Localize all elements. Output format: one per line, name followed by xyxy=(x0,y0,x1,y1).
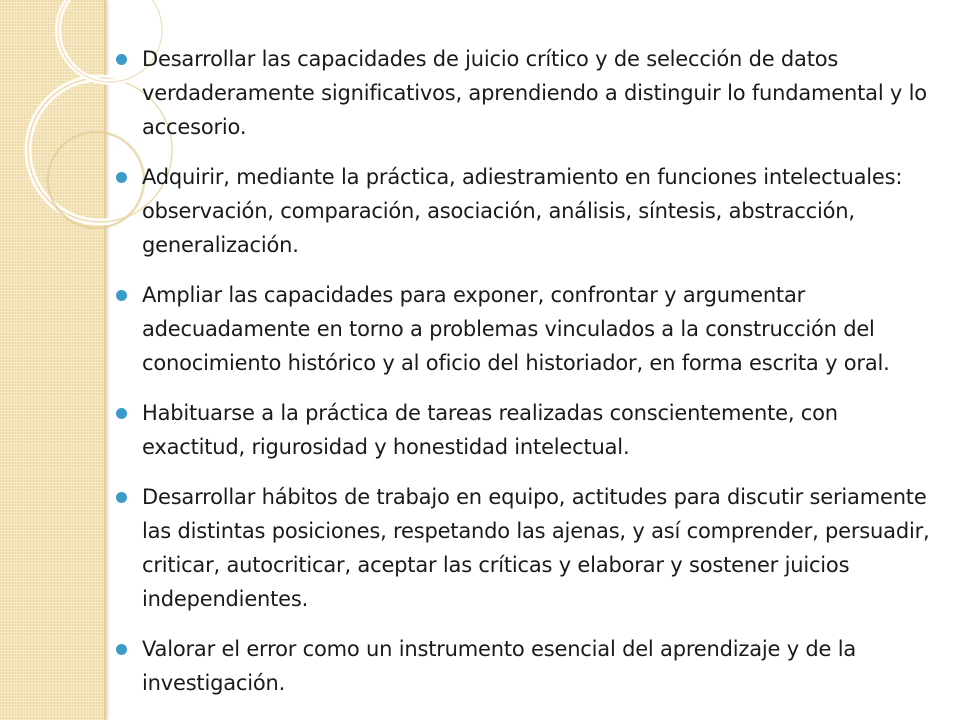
bullet-dot-icon xyxy=(116,290,127,301)
bullet-dot-icon xyxy=(116,54,127,65)
bullet-text: Habituarse a la práctica de tareas realizadas conscientemente, con exactitud, rigurosidad y honestidad intelectual. xyxy=(142,401,838,459)
bullet-item xyxy=(116,42,931,144)
bullet-dot-icon xyxy=(116,492,127,503)
bullet-item xyxy=(116,632,931,700)
bullet-item xyxy=(116,278,931,380)
bullet-dot-icon xyxy=(116,644,127,655)
bullet-item xyxy=(116,396,931,464)
bullet-text: Valorar el error como un instrumento esencial del aprendizaje y de la investigación. xyxy=(142,637,857,695)
bullet-text: Ampliar las capacidades para exponer, confrontar y argumentar adecuadamente en torno a problemas vinculados a la construcción del conocimiento histórico y al oficio del historiador, en forma escrita y oral. xyxy=(142,283,890,375)
content-area xyxy=(116,42,931,716)
bullet-text: Adquirir, mediante la práctica, adiestramiento en funciones intelectuales: observación, comparación, asociación, análisis, síntesis, abstracción, generalización. xyxy=(142,165,903,257)
bullet-item xyxy=(116,160,931,262)
bullet-item xyxy=(116,480,931,616)
bullet-text: Desarrollar hábitos de trabajo en equipo, actitudes para discutir seriamente las distintas posiciones, respetando las ajenas, y así comprender, persuadir, criticar, autocriticar, aceptar las críticas y elaborar y sostener juicios independientes. xyxy=(142,485,930,611)
bullet-dot-icon xyxy=(116,408,127,419)
bullet-text: Desarrollar las capacidades de juicio crítico y de selección de datos verdaderamente significativos, aprendiendo a distinguir lo fundamental y lo accesorio. xyxy=(142,47,927,139)
bullet-list xyxy=(116,42,931,700)
bullet-dot-icon xyxy=(116,172,127,183)
